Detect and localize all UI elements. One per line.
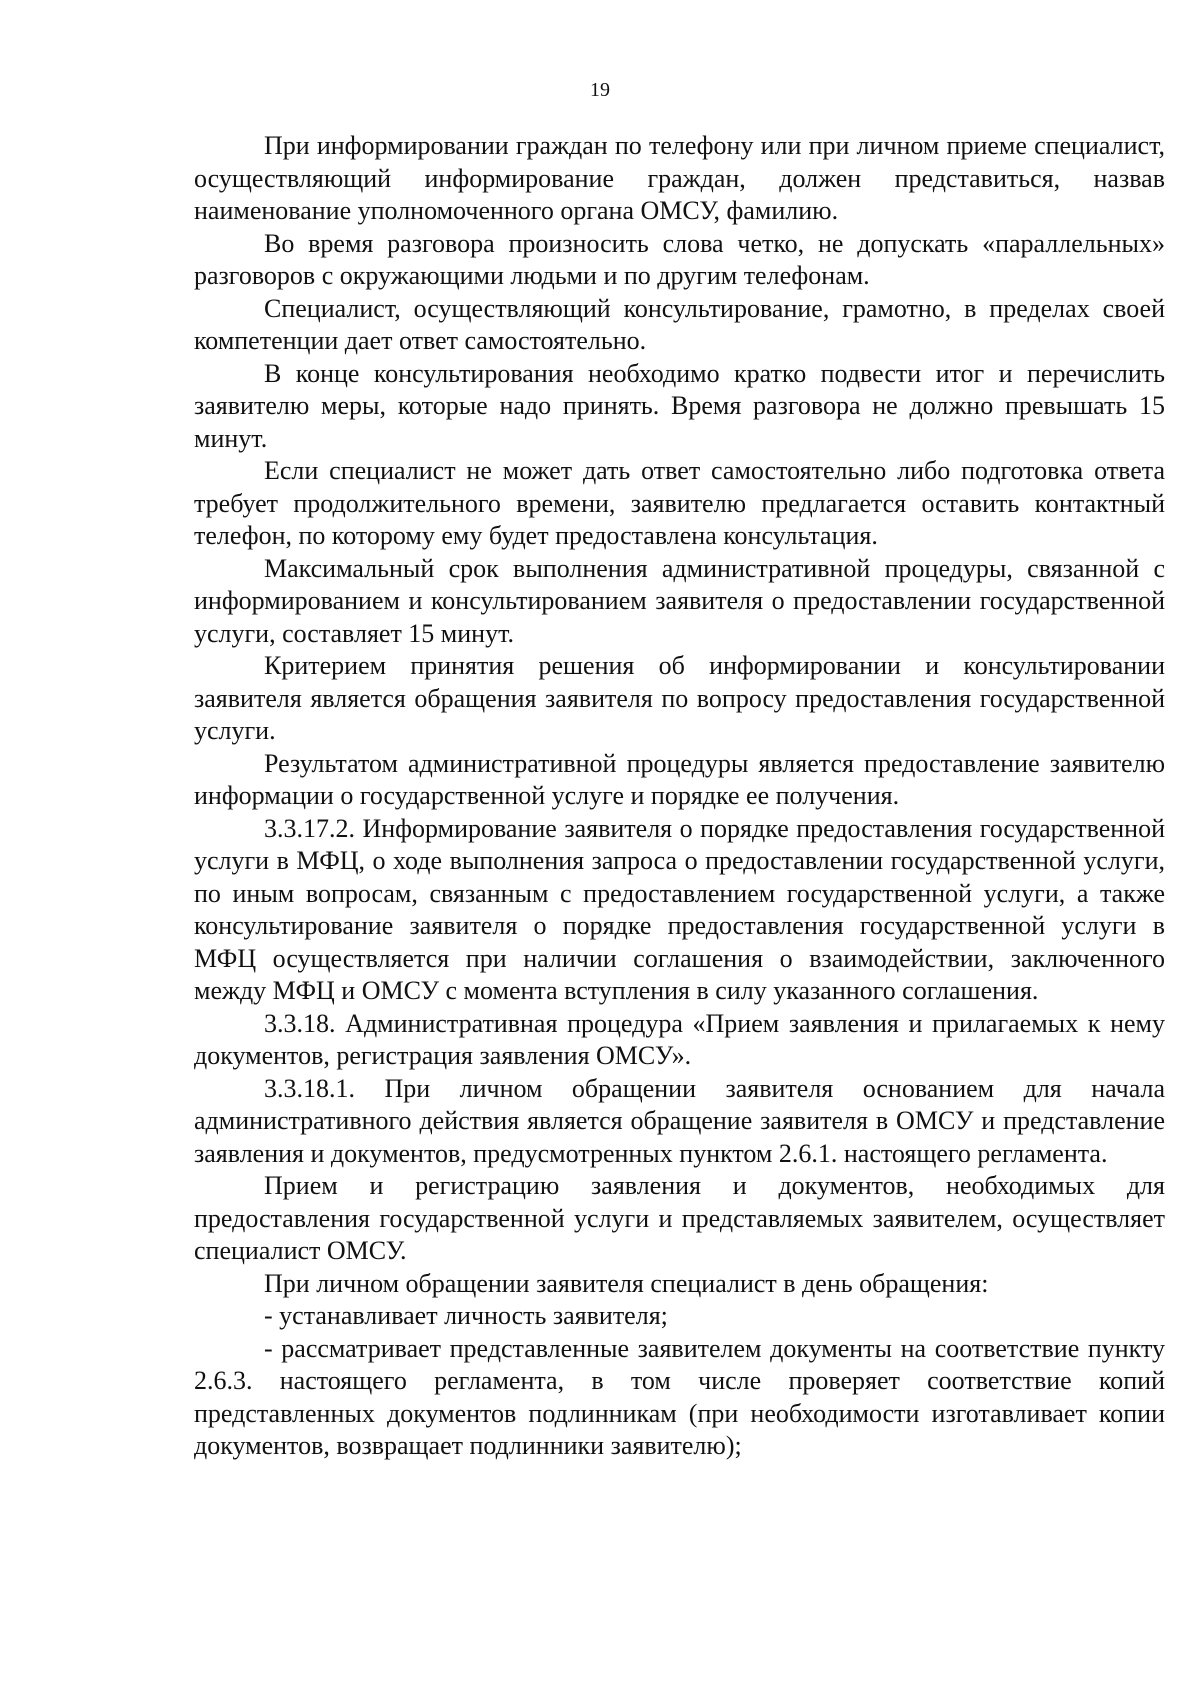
paragraph-personal-visit: При личном обращении заявителя специалист в день обращения: [264, 1268, 989, 1298]
paragraph-consultant-answer: Специалист, осуществляющий консультирование, грамотно, в пределах своей компетенции дает ответ самостоятельно. [194, 293, 1165, 355]
paragraph-max-time: Максимальный срок выполнения административной процедуры, связанной с информированием и консультированием заявителя о предоставлении государственной услуги, составляет 15 минут. [194, 553, 1165, 648]
paragraph-3-3-17-2: 3.3.17.2. Информирование заявителя о порядке предоставления государственной услуги в МФЦ, о ходе выполнения запроса о предоставлении государственной услуги, по иным вопросам, связанным с предоставлением государственной услуги, а также консультирование заявителя о порядке предоставления государственной услуги в МФЦ осуществляется при наличии соглашения о взаимодействии, заключенного между МФЦ и ОМСУ с момента вступления в силу указанного соглашения. [194, 813, 1165, 1005]
page-number: 19 [590, 79, 610, 101]
paragraph-3-3-18: 3.3.18. Административная процедура «Прием заявления и прилагаемых к нему документов, регистрация заявления ОМСУ». [194, 1008, 1165, 1070]
paragraph-callback: Если специалист не может дать ответ самостоятельно либо подготовка ответа требует продолжительного времени, заявителю предлагается оставить контактный телефон, по которому ему будет предоставлена консультация. [194, 456, 1165, 550]
list-item-review-documents: - рассматривает представленные заявителем документы на соответствие пункту 2.6.3. настоящего регламента, в том числе проверяет соответствие копий представленных документов подлинникам (при необходимости изготавливает копии документов, возвращает подлинники заявителю); [194, 1333, 1165, 1460]
paragraph-registration: Прием и регистрацию заявления и документов, необходимых для предоставления государственной услуги и представляемых заявителем, осуществляет специалист ОМСУ. [194, 1171, 1165, 1265]
paragraph-conversation-rules: Во время разговора произносить слова четко, не допускать «параллельных» разговоров с окружающими людьми и по другим телефонам. [194, 228, 1165, 290]
paragraph-summary-duration: В конце консультирования необходимо кратко подвести итог и перечислить заявителю меры, которые надо принять. Время разговора не должно превышать 15 минут. [194, 358, 1165, 453]
document-body [194, 130, 1165, 1463]
paragraph-result: Результатом административной процедуры является предоставление заявителю информации о государственной услуге и порядке ее получения. [194, 748, 1165, 810]
paragraph-criterion: Критерием принятия решения об информировании и консультировании заявителя является обращения заявителя по вопросу предоставления государственной услуги. [194, 651, 1165, 745]
paragraph-phone-intro: При информировании граждан по телефону или при личном приеме специалист, осуществляющий информирование граждан, должен представиться, назвав наименование уполномоченного органа ОМСУ, фамилию. [194, 131, 1165, 225]
list-item-identity: - устанавливает личность заявителя; [264, 1301, 668, 1330]
paragraph-3-3-18-1: 3.3.18.1. При личном обращении заявителя основанием для начала административного действия является обращение заявителя в ОМСУ и представление заявления и документов, предусмотренных пунктом 2.6.1. настоящего регламента. [194, 1073, 1165, 1168]
